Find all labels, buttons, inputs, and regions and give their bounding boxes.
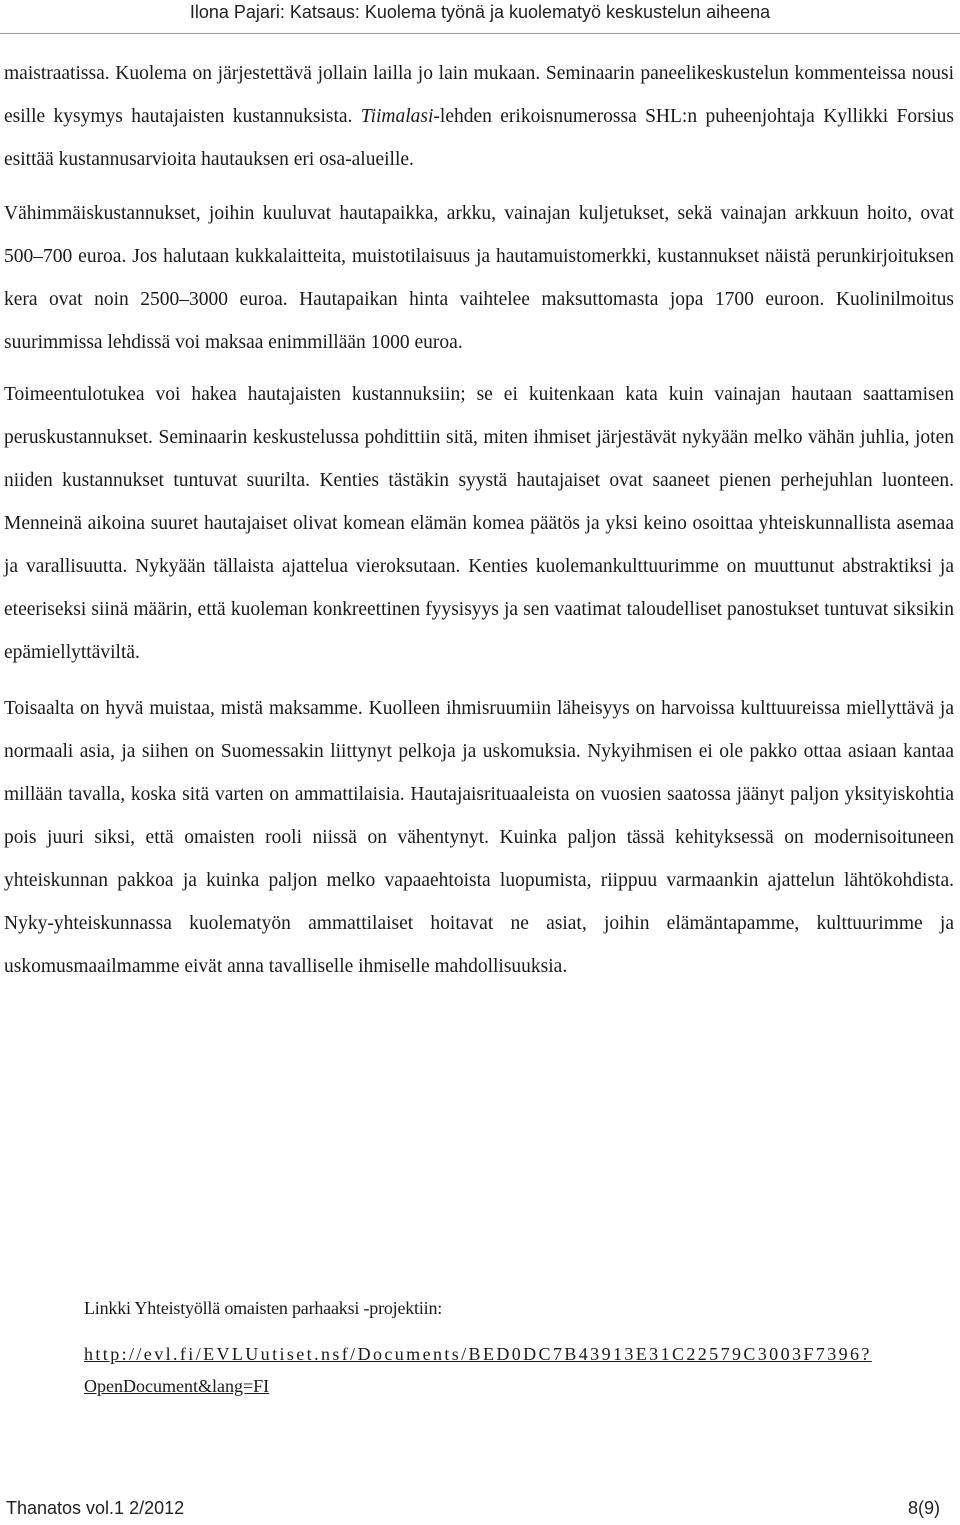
paragraph-text: Jos halutaan kukkalaitteita, muistotilaisuus ja hautamuistomerkki, kustannukset näistä perunkirjoituksen kera ovat noin 2500–3000 euroa. Hautapaikan hinta vaihtelee maksuttomasta jopa 1700 euroon. Kuolinilmoitus suurimmissa lehdissä voi maksaa enimmillään 1000 euroa. (4, 246, 954, 353)
header-divider (0, 33, 960, 34)
running-footer (6, 1496, 940, 1520)
paragraph-text: Vähimmäiskustannukset, joihin kuuluvat hautapaikka, arkku, vainajan kuljetukset, sekä vainajan arkkuun hoito, ovat 500–700 euroa. (4, 203, 954, 267)
paragraph-costs-intro (4, 52, 954, 181)
project-url-link-continued[interactable]: OpenDocument&lang=FI (84, 1376, 270, 1396)
running-header: Ilona Pajari: Katsaus: Kuolema työnä ja kuolematyö keskustelun aiheena (189, 2, 771, 22)
page-number: 8(9) (907, 1498, 940, 1518)
paragraph-income-support: Toimeentulotukea voi hakea hautajaisten kustannuksiin; se ei kuitenkaan kata kuin vainajan hautaan saattamisen peruskustannukset. Seminaarin keskustelussa pohdittiin sitä, miten ihmiset järjestävät nykyään melko vähän juhlia, joten niiden kustannukset tuntuvat suurilta. Kenties tästäkin syystä hautajaiset ovat saaneet pienen perhejuhlan luonteen. Menneinä aikoina suuret hautajaiset olivat komean elämän komea päätös ja yksi keino osoittaa yhteiskunnallista asemaa ja varallisuutta. Nykyään tällaista ajattelua vieroksutaan. Kenties kuolemankulttuurimme on muuttunut abstraktiksi ja eteeriseksi siinä määrin, että kuoleman konkreettinen fyysisyys ja sen vaatimat taloudelliset panostukset tuntuvat siksikin epämiellyttäviltä. (4, 384, 954, 663)
paragraph-minimum-costs (4, 192, 954, 364)
journal-issue: Thanatos vol.1 2/2012 (6, 1498, 185, 1518)
link-intro: Linkki Yhteistyöllä omaisten parhaaksi -projektiin: (84, 1298, 443, 1318)
paragraph-on-the-other-hand: Toisaalta on hyvä muistaa, mistä maksamme. Kuolleen ihmisruumiin läheisyys on harvoissa kulttuureissa miellyttävä ja normaali asia, ja siihen on Suomessakin liittynyt pelkoja ja uskomuksia. Nykyihmisen ei ole pakko ottaa asiaan kantaa millään tavalla, koska sitä varten on ammattilaisia. Hautajaisrituaaleista on vuosien saatossa jäänyt paljon yksityiskohtia pois juuri siksi, että omaisten rooli niissä on vähentynyt. Kuinka paljon tässä kehityksessä on modernisoituneen yhteiskunnan pakkoa ja kuinka paljon melko vapaaehtoista luopumista, riippuu varmaankin ajattelun lähtökohdista. Nyky-yhteiskunnassa kuolematyön ammattilaiset hoitavat ne asiat, joihin elämäntapamme, kulttuurimme ja uskomusmaailmamme eivät anna tavalliselle ihmiselle mahdollisuuksia. (4, 698, 954, 977)
article-body (4, 52, 954, 988)
magazine-title: Tiimalasi (360, 106, 434, 127)
project-link-block (84, 1294, 954, 1402)
project-link (84, 1338, 954, 1402)
paragraph-text: maistraatissa. Kuolema on järjestettävä jollain lailla jo lain mukaan. Seminaarin paneelikeskustelun kommenteissa nousi esille kysymys hautajaisten kustannuksista. (4, 63, 954, 127)
project-url-link[interactable]: http://evl.fi/EVLUutiset.nsf/Documents/BED0DC7B43913E31C22579C3003F7396? (84, 1344, 872, 1364)
paragraph-text: -lehden erikoisnumerossa SHL:n puheenjohtaja Kyllikki Forsius esittää kustannusarvioita hautauksen eri osa-alueille. (4, 106, 954, 170)
